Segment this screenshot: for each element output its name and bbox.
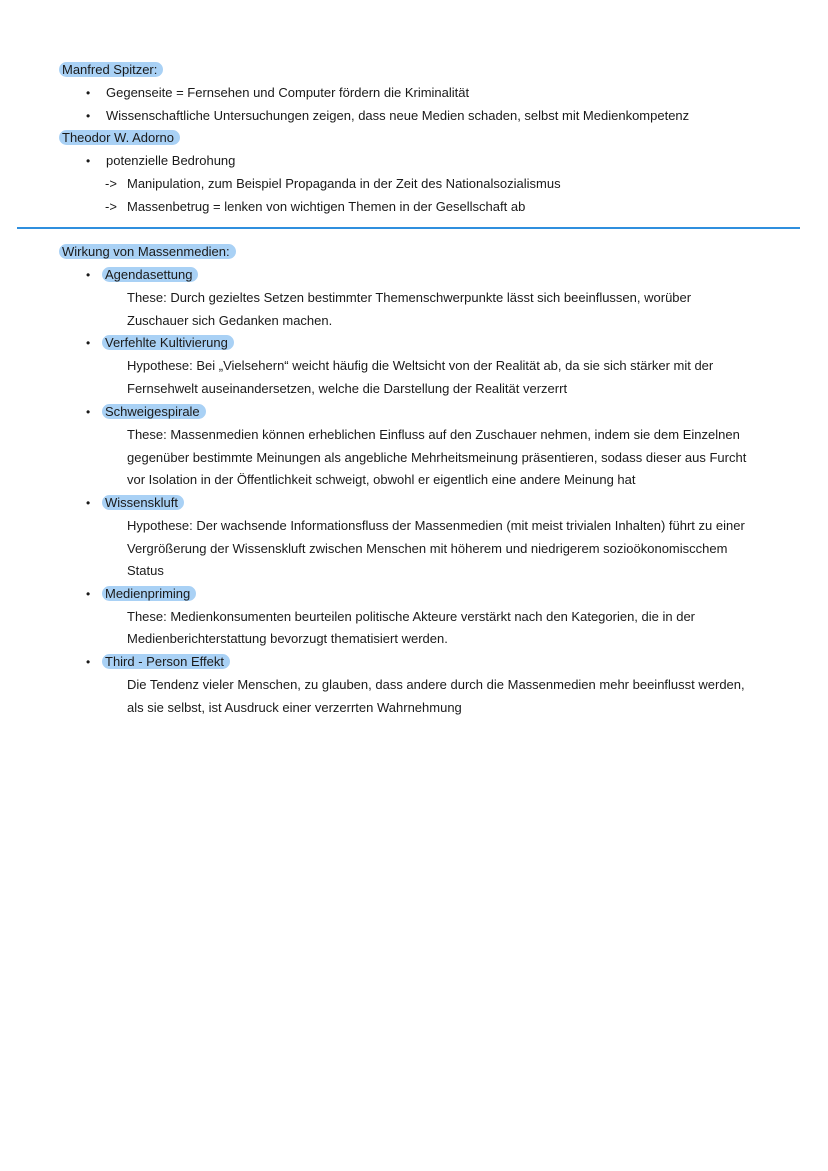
theory-text-line: These: Durch gezieltes Setzen bestimmter Themenschwerpunkte lässt sich beeinflussen, worüber <box>127 290 692 305</box>
theory-text-line: These: Medienkonsumenten beurteilen politische Akteure verstärkt nach den Kategorien, die in der <box>127 609 696 624</box>
theory-name <box>102 266 198 284</box>
theory-text-line: vor Isolation in der Öffentlichkeit schweigt, obwohl er eigentlich eine andere Meinung hat <box>127 472 636 487</box>
bullet-icon: • <box>86 86 91 100</box>
theory-text-line: Hypothese: Der wachsende Informationsfluss der Massenmedien (mit meist trivialen Inhalten) führt zu einer <box>127 518 745 533</box>
theory-text-line: Fernsehwelt auseinandersetzen, welche die Darstellung der Realität verzerrt <box>127 381 568 396</box>
arrow-icon: -> <box>105 176 117 191</box>
theory-name-highlight: Medienpriming <box>102 586 196 601</box>
spitzer-item: Gegenseite = Fernsehen und Computer fördern die Kriminalität <box>106 85 470 100</box>
bullet-icon: • <box>86 496 91 510</box>
spitzer-item: Wissenschaftliche Untersuchungen zeigen, dass neue Medien schaden, selbst mit Medienkompetenz <box>106 108 690 123</box>
theory-name <box>102 585 196 603</box>
theory-name-highlight: Schweigespirale <box>102 404 206 419</box>
adorno-arrow-item: Massenbetrug = lenken von wichtigen Themen in der Gesellschaft ab <box>127 199 526 214</box>
bullet-icon: • <box>86 268 91 282</box>
adorno-arrow-item: Manipulation, zum Beispiel Propaganda in der Zeit des Nationalsozialismus <box>127 176 561 191</box>
bullet-icon: • <box>86 587 91 601</box>
bullet-icon: • <box>86 655 91 669</box>
theory-text-line: Die Tendenz vieler Menschen, zu glauben, dass andere durch die Massenmedien mehr beeinflusst werden, <box>127 677 745 692</box>
theory-text-line: Vergrößerung der Wissenskluft zwischen Menschen mit höherem und niedrigerem sozioökonomiscchem <box>127 541 728 556</box>
theory-text-line: Zuschauer sich Gedanken machen. <box>127 313 333 328</box>
adorno-heading <box>59 129 180 147</box>
bullet-icon: • <box>86 109 91 123</box>
spitzer-heading <box>59 61 163 79</box>
theory-text-line: als sie selbst, ist Ausdruck einer verzerrten Wahrnehmung <box>127 700 462 715</box>
theory-name <box>102 653 230 671</box>
bullet-icon: • <box>86 154 91 168</box>
theory-text-line: Medienberichterstattung bevorzugt thematisiert werden. <box>127 631 448 646</box>
section-divider <box>17 227 800 229</box>
theory-name-highlight: Wissenskluft <box>102 495 184 510</box>
theory-name <box>102 334 234 352</box>
bullet-icon: • <box>86 336 91 350</box>
theory-text-line: Status <box>127 563 164 578</box>
bullet-icon: • <box>86 405 91 419</box>
theory-name-highlight: Third - Person Effekt <box>102 654 230 669</box>
spitzer-heading-highlight: Manfred Spitzer: <box>59 62 163 77</box>
theory-text-line: gegenüber bestimmte Meinungen als angebliche Mehrheitsmeinung präsentieren, sodass dieser aus Furcht <box>127 450 747 465</box>
adorno-heading-highlight: Theodor W. Adorno <box>59 130 180 145</box>
theory-name <box>102 403 206 421</box>
wirkung-heading <box>59 243 236 261</box>
theory-name-highlight: Verfehlte Kultivierung <box>102 335 234 350</box>
theory-name <box>102 494 184 512</box>
theory-text-line: Hypothese: Bei „Vielsehern“ weicht häufig die Weltsicht von der Realität ab, da sie sich stärker mit der <box>127 358 714 373</box>
theory-text-line: These: Massenmedien können erheblichen Einfluss auf den Zuschauer nehmen, indem sie dem Einzelnen <box>127 427 740 442</box>
wirkung-heading-highlight: Wirkung von Massenmedien: <box>59 244 236 259</box>
adorno-item: potenzielle Bedrohung <box>106 153 236 168</box>
theory-name-highlight: Agendasettung <box>102 267 198 282</box>
arrow-icon: -> <box>105 199 117 214</box>
